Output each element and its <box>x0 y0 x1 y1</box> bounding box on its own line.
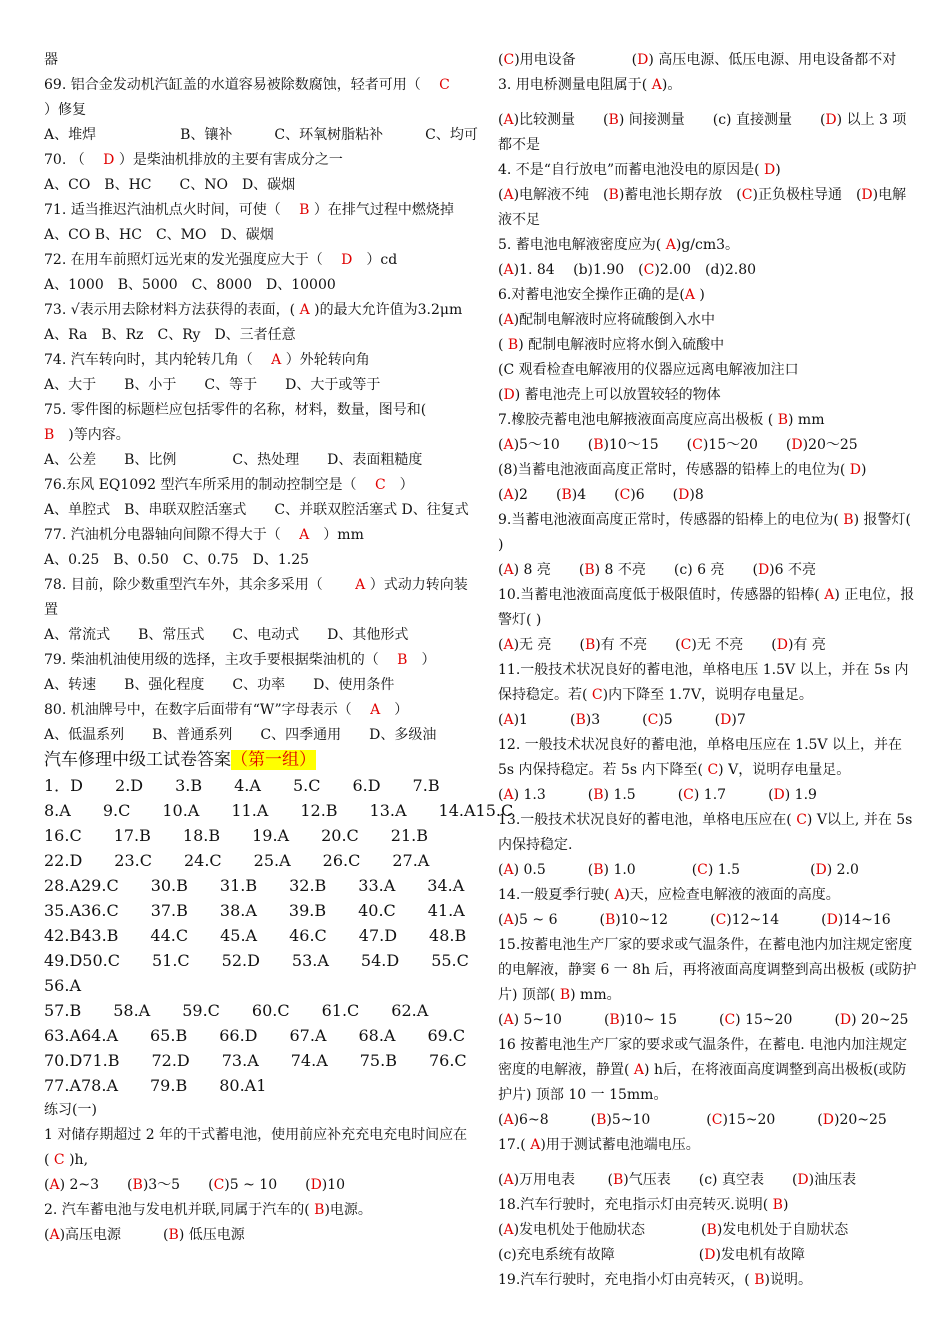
answer-mark: D <box>704 1247 716 1263</box>
question-line: (A)2 (B)4 (C)6 (D)8 <box>498 487 704 503</box>
practice-line: 1 对储存期超过 2 年的干式蓄电池，使用前应补充充电充电时间应在( C )h, <box>44 1127 468 1168</box>
answer-mark: C <box>643 262 655 278</box>
question-line: 4. 不是“自行放电”而蓄电池没电的原因是( D) <box>498 162 781 178</box>
question-line: 79. 柴油机油使用级的选择，主攻手要根据柴油机的（ B ） <box>44 652 436 668</box>
question-line: 17.( A)用于测试蓄电池端电压。 <box>498 1137 700 1153</box>
answer-mark: B <box>604 912 616 928</box>
answer-key-row: 8.A 9.C 10.A 11.A 12.B 13.A 14.A15.C <box>44 801 514 820</box>
answer-mark: A <box>503 1012 514 1028</box>
question-line: (A)发电机处于他励状态 (B)发电机处于自励状态 <box>498 1222 849 1238</box>
question-line: 71. 适当推迟汽油机点火时间，可使（ B ）在排气过程中燃烧掉 <box>44 202 454 218</box>
answer-mark: C <box>796 812 807 828</box>
answer-mark: A <box>684 287 695 303</box>
answer-mark: D <box>822 1112 834 1128</box>
answer-mark: A <box>355 577 366 593</box>
question-line: (A)配制电解液时应将硫酸倒入水中 <box>498 312 716 328</box>
question-line: 6.对蓄电池安全操作正确的是(A ) <box>498 287 705 303</box>
question-line: A、0.25 B、0.50 C、0.75 D、1.25 <box>44 552 310 568</box>
spacer <box>498 1158 920 1168</box>
answer-mark: C <box>53 1152 65 1168</box>
answer-mark: D <box>720 712 732 728</box>
question-line: A、1000 B、5000 C、8000 D、10000 <box>44 277 336 293</box>
answer-mark: D <box>797 1172 809 1188</box>
question-line: (A)5～10 (B)10～15 (C)15～20 (D)20～25 <box>498 437 858 453</box>
spacer <box>498 98 920 108</box>
question-line: (A)无 亮 (B)有 不亮 (C)无 不亮 (D)有 亮 <box>498 637 826 653</box>
practice-line: 练习(一) <box>44 1102 97 1118</box>
question-line: A、公差 B、比例 C、热处理 D、表面粗糙度 <box>44 452 423 468</box>
answer-mark: C <box>374 477 386 493</box>
answer-mark: C <box>619 487 631 503</box>
answer-mark: C <box>692 437 703 453</box>
question-line: 11.一般技术状况良好的蓄电池，单格电压 1.5V 以上，并在 5s 内保持稳定。若( C)内下降至 1.7V，说明存电量足。 <box>498 662 909 703</box>
answer-mark: C <box>711 1112 723 1128</box>
answer-key-list <box>44 773 514 1098</box>
question-line: (A)1 (B)3 (C)5 (D)7 <box>498 712 746 728</box>
answer-mark: B <box>44 427 55 443</box>
question-line: (8)当蓄电池液面高度正常时，传感器的铅棒上的电位为( D) <box>498 462 867 478</box>
question-line: 13.一般技术状况良好的蓄电池，单格电压应在( C) V以上, 并在 5s 内保持稳定. <box>498 812 913 853</box>
answer-mark: C <box>213 1177 225 1193</box>
question-line: 19.汽车行驶时，充电指小灯由亮转灭，( B)说明。 <box>498 1272 812 1288</box>
answer-mark: A <box>370 702 381 718</box>
answer-mark: B <box>593 787 604 803</box>
answer-mark: A <box>503 262 514 278</box>
answer-mark: D <box>791 437 803 453</box>
answer-key-row: 16.C 17.B 18.B 19.A 20.C 21.B <box>44 826 428 845</box>
answer-key-group-badge: （第一组） <box>231 750 316 770</box>
answer-mark: B <box>754 1272 765 1288</box>
answer-mark: A <box>49 1227 60 1243</box>
answer-key-row: 35.A36.C 37.B 38.A 39.B 40.C 41.A <box>44 901 465 920</box>
answer-key-row: 22.D 23.C 24.C 25.A 26.C 27.A <box>44 851 430 870</box>
question-line: A、CO B、HC C、NO D、碳烟 <box>44 177 296 193</box>
answer-mark: A <box>503 312 514 328</box>
left-column <box>44 48 514 1248</box>
practice-section <box>44 1098 468 1248</box>
answer-mark: B <box>706 1222 717 1238</box>
answer-mark: D <box>678 487 690 503</box>
answer-mark: B <box>132 1177 143 1193</box>
question-line: 78. 目前，除少数重型汽车外，其余多采用（ A ）式动力转向装置 <box>44 577 468 618</box>
question-line: (A) 0.5 (B) 1.0 (C) 1.5 (D) 2.0 <box>498 862 859 878</box>
answer-mark: D <box>764 162 776 178</box>
answer-mark: A <box>503 562 514 578</box>
answer-mark: D <box>103 152 115 168</box>
question-line: ( B) 配制电解液时应将水倒入硫酸中 <box>498 337 725 353</box>
answer-mark: B <box>608 187 619 203</box>
answer-mark: B <box>575 712 586 728</box>
question-line: 80. 机油牌号中，在数字后面带有“W”字母表示（ A ） <box>44 702 409 718</box>
answer-mark: A <box>503 437 514 453</box>
question-line: (C 观看检查电解液用的仪器应远离电解液加注口 <box>498 362 799 378</box>
answer-mark: D <box>826 912 838 928</box>
answer-key-row: 57.B 58.A 59.C 60.C 61.C 62.A <box>44 1001 429 1020</box>
question-line: A、转速 B、强化程度 C、功率 D、使用条件 <box>44 677 395 693</box>
answer-mark: B <box>609 1012 620 1028</box>
answer-key-row: 28.A29.C 30.B 31.B 32.B 33.A 34.A <box>44 876 465 895</box>
answer-mark: A <box>503 187 514 203</box>
answer-mark: D <box>825 112 837 128</box>
answer-key-row: 49.D50.C 51.C 52.D 53.A 54.D 55.C <box>44 951 469 970</box>
answer-mark: C <box>647 712 659 728</box>
question-line: 73. √表示用去除材料方法获得的表面，( A )的最大允许值为3.2μm <box>44 302 463 318</box>
answer-mark: D <box>503 387 515 403</box>
answer-mark: B <box>397 652 408 668</box>
question-line: 76.东风 EQ1092 型汽车所采用的制动控制空是（ C ） <box>44 477 414 493</box>
practice-line: 2. 汽车蓄电池与发电机并联,同属于汽车的( B)电源。 <box>44 1202 372 1218</box>
answer-mark: A <box>503 787 514 803</box>
question-line: (C)用电设备 (D) 高压电源、低压电源、用电设备都不对 <box>498 52 897 68</box>
answer-mark: A <box>503 862 514 878</box>
question-line: 10.当蓄电池液面高度低于极限值时，传感器的铅棒( A) 正电位，报警灯( ) <box>498 587 915 628</box>
answer-mark: C <box>439 77 450 93</box>
question-line: 77. 汽油机分电器轴向间隙不得大于（ A ）mm <box>44 527 364 543</box>
question-line: 70. （ D ）是柴油机排放的主要有害成分之一 <box>44 152 343 168</box>
question-line: 74. 汽车转向时，其内轮转几角（ A ）外轮转向角 <box>44 352 370 368</box>
answer-mark: B <box>584 562 595 578</box>
answer-mark: B <box>612 1172 624 1188</box>
answer-mark: B <box>596 1112 607 1128</box>
question-line: A、常流式 B、常压式 C、电动式 D、其他形式 <box>44 627 409 643</box>
answer-mark: A <box>299 527 310 543</box>
question-line: 9.当蓄电池液面高度正常时，传感器的铅棒上的电位为( B) 报警灯( ) <box>498 512 911 553</box>
answer-key-row: 56.A <box>44 976 81 995</box>
answer-mark: C <box>724 1012 736 1028</box>
answer-mark: D <box>310 1177 322 1193</box>
question-line: (D) 蓄电池壳上可以放置较轻的物体 <box>498 387 721 403</box>
answer-mark: B <box>314 1202 325 1218</box>
answer-mark: D <box>839 1012 852 1028</box>
question-line: (A)6~8 (B)5~10 (C)15~20 (D)20~25 <box>498 1112 887 1128</box>
answer-mark: C <box>503 52 515 68</box>
question-line: 15.按蓄电池生产厂家的要求或气温条件，在蓄电池内加注规定密度的电解液，静窦 6 一 8h 后，再将液面高度调整到高出极板 (或防护片) 顶部( B) mm。 <box>498 937 917 1003</box>
answer-mark: A <box>665 237 676 253</box>
question-line: (A) 1.3 (B) 1.5 (C) 1.7 (D) 1.9 <box>498 787 817 803</box>
question-line: (A)比较测量 (B) 间接测量 (c) 直接测量 (D) 以上 3 项都不是 <box>498 112 907 153</box>
answer-mark: D <box>757 562 770 578</box>
question-line: 12. 一般技术状况良好的蓄电池，单格电压应在 1.5V 以上，并在 5s 内保持稳定。若 5s 内下降至( C) V，说明存电量足。 <box>498 737 902 778</box>
answer-mark: B <box>299 202 310 218</box>
question-line: (A) 8 亮 (B) 8 不亮 (c) 6 亮 (D)6 不亮 <box>498 562 816 578</box>
question-line: A、Ra B、Rz C、Ry D、三者任意 <box>44 327 296 343</box>
answer-key-title <box>44 748 468 773</box>
answer-mark: A <box>503 1112 514 1128</box>
answer-mark: A <box>530 1137 541 1153</box>
answer-mark: A <box>503 912 514 928</box>
answer-mark: A <box>503 112 514 128</box>
practice-line: (A)高压电源 (B) 低压电源 <box>44 1227 245 1243</box>
answer-mark: A <box>614 887 625 903</box>
answer-key-row: 42.B43.B 44.C 45.A 46.C 47.D 48.B <box>44 926 467 945</box>
answer-key-row: 1．D 2.D 3.B 4.A 5.C 6.D 7.B <box>44 776 440 795</box>
answer-mark: C <box>697 862 708 878</box>
answer-mark: A <box>299 302 310 318</box>
question-line: A、大于 B、小于 C、等于 D、大于或等于 <box>44 377 381 393</box>
answer-mark: D <box>861 187 873 203</box>
question-line: 5. 蓄电池电解液密度应为( A)g/cm3。 <box>498 237 740 253</box>
answer-mark: D <box>341 252 353 268</box>
answer-mark: A <box>824 587 835 603</box>
question-line: (A)5 ~ 6 (B)10~12 (C)12~14 (D)14~16 <box>498 912 891 928</box>
question-line: 3. 用电桥测量电阻属于( A)。 <box>498 77 682 93</box>
practice-line: (A) 2~3 (B)3～5 (C)5 ~ 10 (D)10 <box>44 1177 346 1193</box>
question-line: A、低温系列 B、普通系列 C、四季通用 D、多级油 <box>44 727 437 743</box>
question-list-right <box>498 48 920 1293</box>
answer-key-title-text: 汽车修理中级工试卷答案 <box>44 750 231 770</box>
answer-mark: A <box>633 1062 645 1078</box>
answer-mark: C <box>707 762 719 778</box>
question-line: A、单腔式 B、串联双腔活塞式 C、并联双腔活塞式 D、往复式 <box>44 502 469 518</box>
answer-mark: B <box>507 337 519 353</box>
answer-mark: D <box>849 462 861 478</box>
answer-mark: B <box>772 1197 783 1213</box>
question-line: (A)电解液不纯 (B)蓄电池长期存放 (C)正负极柱导通 (D)电解液不足 <box>498 187 907 228</box>
answer-mark: C <box>741 187 753 203</box>
answer-mark: C <box>591 687 603 703</box>
question-line: A、堆焊 B、镶补 C、环氧树脂粘补 C、均可 <box>44 127 478 143</box>
question-line: A、CO B、HC C、MO D、碳烟 <box>44 227 274 243</box>
question-line: (c)充电系统有故障 (D)发电机有故障 <box>498 1247 805 1263</box>
question-line: 16 按蓄电池生产厂家的要求或气温条件，在蓄电. 电池内加注规定密度的电解液，静置( A) h后，在将液面高度调整到高出极板(或防 护片) 顶部 10 一 15mm。 <box>498 1037 908 1103</box>
answer-key-row: 63.A64.A 65.B 66.D 67.A 68.A 69.C <box>44 1026 466 1045</box>
answer-mark: A <box>503 637 514 653</box>
answer-mark: D <box>773 787 785 803</box>
question-line: 14.一般夏季行驶( A)天，应检查电解液的液面的高度。 <box>498 887 840 903</box>
answer-mark: B <box>593 862 604 878</box>
answer-mark: A <box>651 77 662 93</box>
answer-mark: C <box>683 787 694 803</box>
answer-mark: B <box>593 437 604 453</box>
question-line: (A)1. 84 (b)1.90 (C)2.00 (d)2.80 <box>498 262 757 278</box>
question-list-left <box>44 48 478 748</box>
answer-mark: A <box>503 1172 514 1188</box>
answer-key-row: 77.A78.A 79.B 80.A1 <box>44 1076 267 1095</box>
question-line: 72. 在用车前照灯远光束的发光强度应大于（ D ）cd <box>44 252 398 268</box>
answer-mark: D <box>637 52 649 68</box>
answer-key-row: 70.D71.B 72.D 73.A 74.A 75.B 76.C <box>44 1051 467 1070</box>
answer-mark: A <box>271 352 282 368</box>
answer-mark: A <box>49 1177 60 1193</box>
answer-mark: B <box>561 487 572 503</box>
answer-mark: B <box>777 412 789 428</box>
right-column <box>498 48 920 1293</box>
answer-mark: A <box>503 712 514 728</box>
question-line: 7.橡胶壳蓄电池电解掖液面高度应高出极板 ( B) mm <box>498 412 825 428</box>
question-line: (A)万用电表 (B)气压表 (c) 真空表 (D)油压表 <box>498 1172 857 1188</box>
answer-mark: D <box>815 862 827 878</box>
answer-mark: D <box>776 637 788 653</box>
answer-mark: A <box>503 1222 514 1238</box>
question-line: 18.汽车行驶时，充电指示灯由亮转灭.说明( B) <box>498 1197 789 1213</box>
answer-mark: B <box>559 987 571 1003</box>
answer-mark: B <box>584 637 596 653</box>
answer-mark: B <box>843 512 854 528</box>
question-line: (A) 5~10 (B)10~ 15 (C) 15~20 (D) 20~25 <box>498 1012 909 1028</box>
question-line: 器 <box>44 52 58 68</box>
question-line: 69. 铝合金发动机汽缸盖的水道容易被除数腐蚀，轻者可用（ C ）修复 <box>44 77 464 118</box>
answer-mark: C <box>715 912 727 928</box>
answer-mark: A <box>503 487 514 503</box>
answer-mark: C <box>680 637 692 653</box>
question-line: 75. 零件图的标题栏应包括零件的名称，材料，数量，图号和( B )等内容。 <box>44 402 455 443</box>
answer-mark: B <box>168 1227 179 1243</box>
answer-mark: B <box>608 112 619 128</box>
